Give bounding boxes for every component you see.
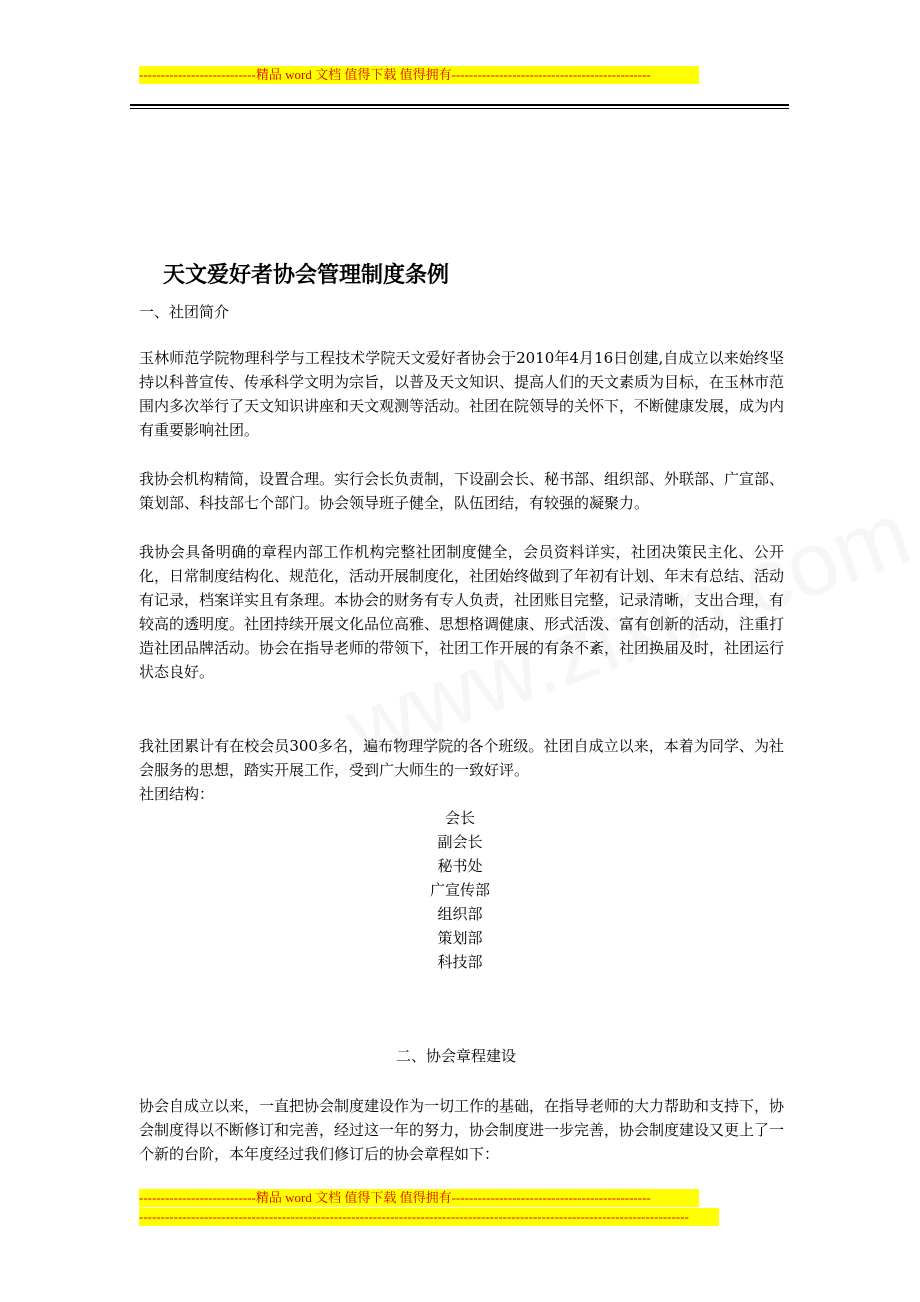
paragraph-charter: 协会自成立以来，一直把协会制度建设作为一切工作的基础，在指导老师的大力帮助和支持下，协会制度得以不断修订和完善，经过这一年的努力，协会制度进一步完善，协会制度建设又更上了一个新的台阶，本年度经过我们修订后的协会章程如下： — [139, 1097, 785, 1163]
section-heading-intro: 一、社团简介 — [139, 303, 230, 321]
bottom-banner: ---------------------------精品 word 文档 值得下载 值得拥有---------------------------------------------- — [139, 1189, 699, 1207]
org-item-vice-president: 副会长 — [437, 833, 483, 851]
bottom-banner-dashes: ------------------------------------------------------------------------------------------------------------------------------- — [139, 1208, 719, 1226]
top-banner: ---------------------------精品 word 文档 值得下载 值得拥有---------------------------------------------- — [139, 66, 699, 84]
org-item-organization: 组织部 — [437, 905, 483, 923]
paragraph-management: 我协会具备明确的章程内部工作机构完整社团制度健全，会员资料详实，社团决策民主化、公开化，日常制度结构化、规范化，活动开展制度化，社团始终做到了年初有计划、年末有总结、活动有记录，档案详实且有条理。本协会的财务有专人负责，社团账目完整，记录清晰，支出合理，有较高的透明度。社团持续开展文化品位高雅、思想格调健康、形式活泼、富有创新的活动，注重打造社团品牌活动。协会在指导老师的带领下，社团工作开展的有条不紊，社团换届及时，社团运行状态良好。 — [139, 543, 785, 681]
org-item-publicity: 广宣传部 — [429, 881, 490, 899]
org-item-technology: 科技部 — [437, 953, 483, 971]
org-structure-list — [370, 806, 550, 974]
header-rule-thick — [130, 104, 789, 106]
header-rule-thin — [130, 108, 789, 109]
org-item-planning: 策划部 — [437, 929, 483, 947]
org-item-secretariat: 秘书处 — [437, 857, 483, 875]
paragraph-organization: 我协会机构精简，设置合理。实行会长负责制，下设副会长、秘书部、组织部、外联部、广宣部、策划部、科技部七个部门。协会领导班子健全，队伍团结，有较强的凝聚力。 — [139, 470, 785, 512]
org-item-president: 会长 — [444, 809, 475, 827]
section-heading-charter: 二、协会章程建设 — [396, 1047, 517, 1065]
document-title: 天文爱好者协会管理制度条例 — [163, 263, 450, 288]
paragraph-intro: 玉林师范学院物理科学与工程技术学院天文爱好者协会于2010年4月16日创建,自成立以来始终坚持以科普宣传、传承科学文明为宗旨，以普及天文知识、提高人们的天文素质为目标，在玉林市范围内多次举行了天文知识讲座和天文观测等活动。社团在院领导的关怀下，不断健康发展，成为内有重要影响社团。 — [139, 349, 785, 439]
paragraph-members: 我社团累计有在校会员300多名，遍布物理学院的各个班级。社团自成立以来，本着为同学、为社会服务的思想，踏实开展工作，受到广大师生的一致好评。 社团结构： — [139, 737, 784, 803]
